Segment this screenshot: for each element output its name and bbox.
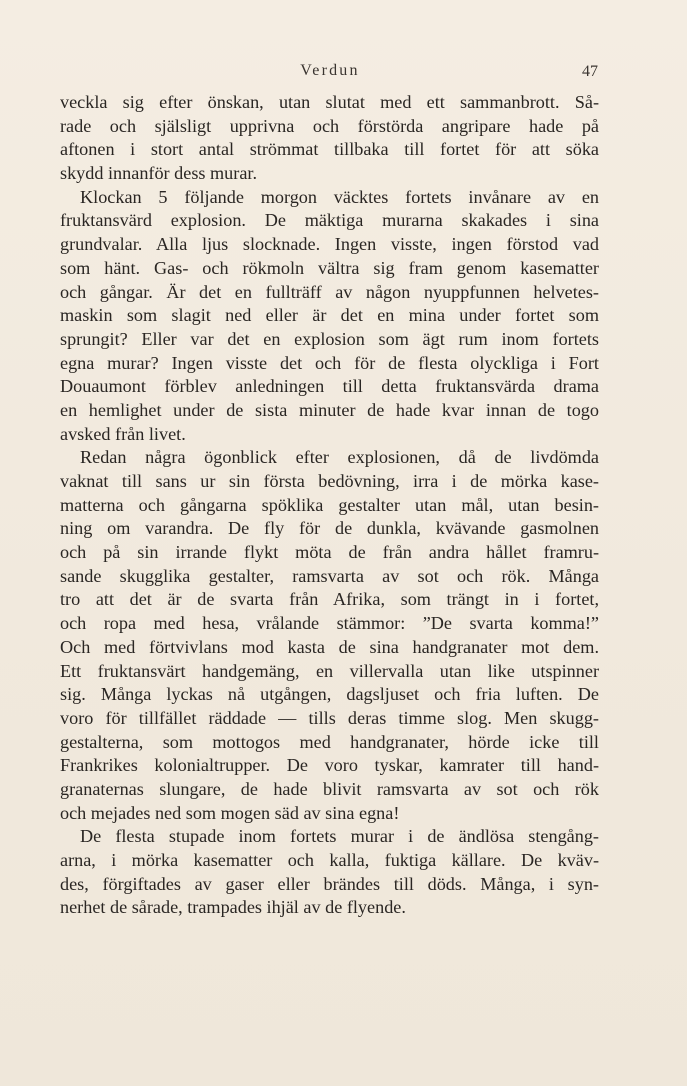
- text-line: gestalterna, som mottogos med handgranater, hörde icke till: [60, 731, 599, 752]
- text-line: grundvalar. Alla ljus slocknade. Ingen visste, ingen förstod vad: [60, 234, 599, 255]
- running-head: [60, 62, 600, 86]
- text-line: granaternas slungare, de hade blivit ramsvarta av sot och rök: [60, 778, 599, 799]
- paragraph: [60, 91, 599, 186]
- text-line: vaknat till sans ur sin första bedövning, irra i de mörka kase-: [60, 471, 599, 491]
- page-number: 47: [582, 63, 598, 80]
- text-line: en hemlighet under de sista minuter de hade kvar innan de togo: [60, 399, 599, 420]
- text-line: Och med förtvivlans mod kasta de sina handgranater mot dem.: [60, 636, 599, 657]
- text-line: Ett fruktansvärt handgemäng, en villervalla utan like utspinner: [60, 660, 599, 681]
- text-line: och gångar. Är det en fullträff av någon nyuppfunnen helvetes-: [60, 281, 599, 302]
- text-line: nerhet de sårade, trampades ihjäl av de flyende.: [60, 897, 406, 918]
- text-line: och ropa med hesa, vrålande stämmor: ”De svarta komma!”: [60, 613, 599, 634]
- text-line: avsked från livet.: [60, 423, 186, 444]
- text-line: sig. Många lyckas nå utgången, dagsljuset och fria luften. De: [60, 684, 599, 705]
- text-line: Frankrikes kolonialtrupper. De voro tyskar, kamrater till hand-: [60, 755, 599, 776]
- text-line: sande skugglika gestalter, ramsvarta av sot och rök. Många: [60, 565, 599, 586]
- text-line: Redan några ögonblick efter explosionen, då de livdömda: [80, 447, 599, 468]
- paragraph: [60, 186, 599, 447]
- text-line: fruktansvärd explosion. De mäktiga murarna skakades i sina: [60, 210, 599, 231]
- text-line: skydd innanför dess murar.: [60, 163, 257, 184]
- text-line: tro att det är de svarta från Afrika, som trängt in i fortet,: [60, 589, 599, 610]
- body-text: [60, 91, 599, 920]
- text-line: Klockan 5 följande morgon väcktes fortets invånare av en: [80, 186, 599, 207]
- paragraph: [60, 446, 599, 825]
- text-line: veckla sig efter önskan, utan slutat med ett sammanbrott. Så-: [60, 92, 599, 112]
- text-line: Douaumont förblev anledningen till detta fruktansvärda drama: [60, 376, 599, 397]
- text-line: som hänt. Gas- och rökmoln vältra sig fram genom kasematter: [60, 257, 599, 278]
- paragraph: [60, 825, 599, 920]
- text-line: arna, i mörka kasematter och kalla, fuktiga källare. De kväv-: [60, 850, 599, 870]
- text-line: egna murar? Ingen visste det och för de flesta olyckliga i Fort: [60, 352, 599, 373]
- running-title: Verdun: [300, 62, 360, 79]
- text-line: aftonen i stort antal strömmat tillbaka till fortet för att söka: [60, 139, 599, 160]
- text-line: sprungit? Eller var det en explosion som ägt rum inom fortets: [60, 328, 599, 349]
- text-line: och på sin irrande flykt möta de från andra hållet framru-: [60, 542, 599, 563]
- text-line: De flesta stupade inom fortets murar i de ändlösa stengång-: [80, 826, 599, 847]
- text-line: des, förgiftades av gaser eller brändes till döds. Många, i syn-: [60, 873, 599, 894]
- text-line: matterna och gångarna spöklika gestalter utan mål, utan besin-: [60, 494, 599, 515]
- text-line: och mejades ned som mogen säd av sina egna!: [60, 802, 400, 823]
- text-line: maskin som slagit ned eller är det en mina under fortet som: [60, 305, 599, 326]
- text-line: ning om varandra. De fly för de dunkla, kvävande gasmolnen: [60, 518, 599, 539]
- text-line: voro för tillfället räddade — tills deras timme slog. Men skugg-: [60, 707, 599, 728]
- text-line: rade och själsligt upprivna och förstörda angripare hade på: [60, 115, 599, 136]
